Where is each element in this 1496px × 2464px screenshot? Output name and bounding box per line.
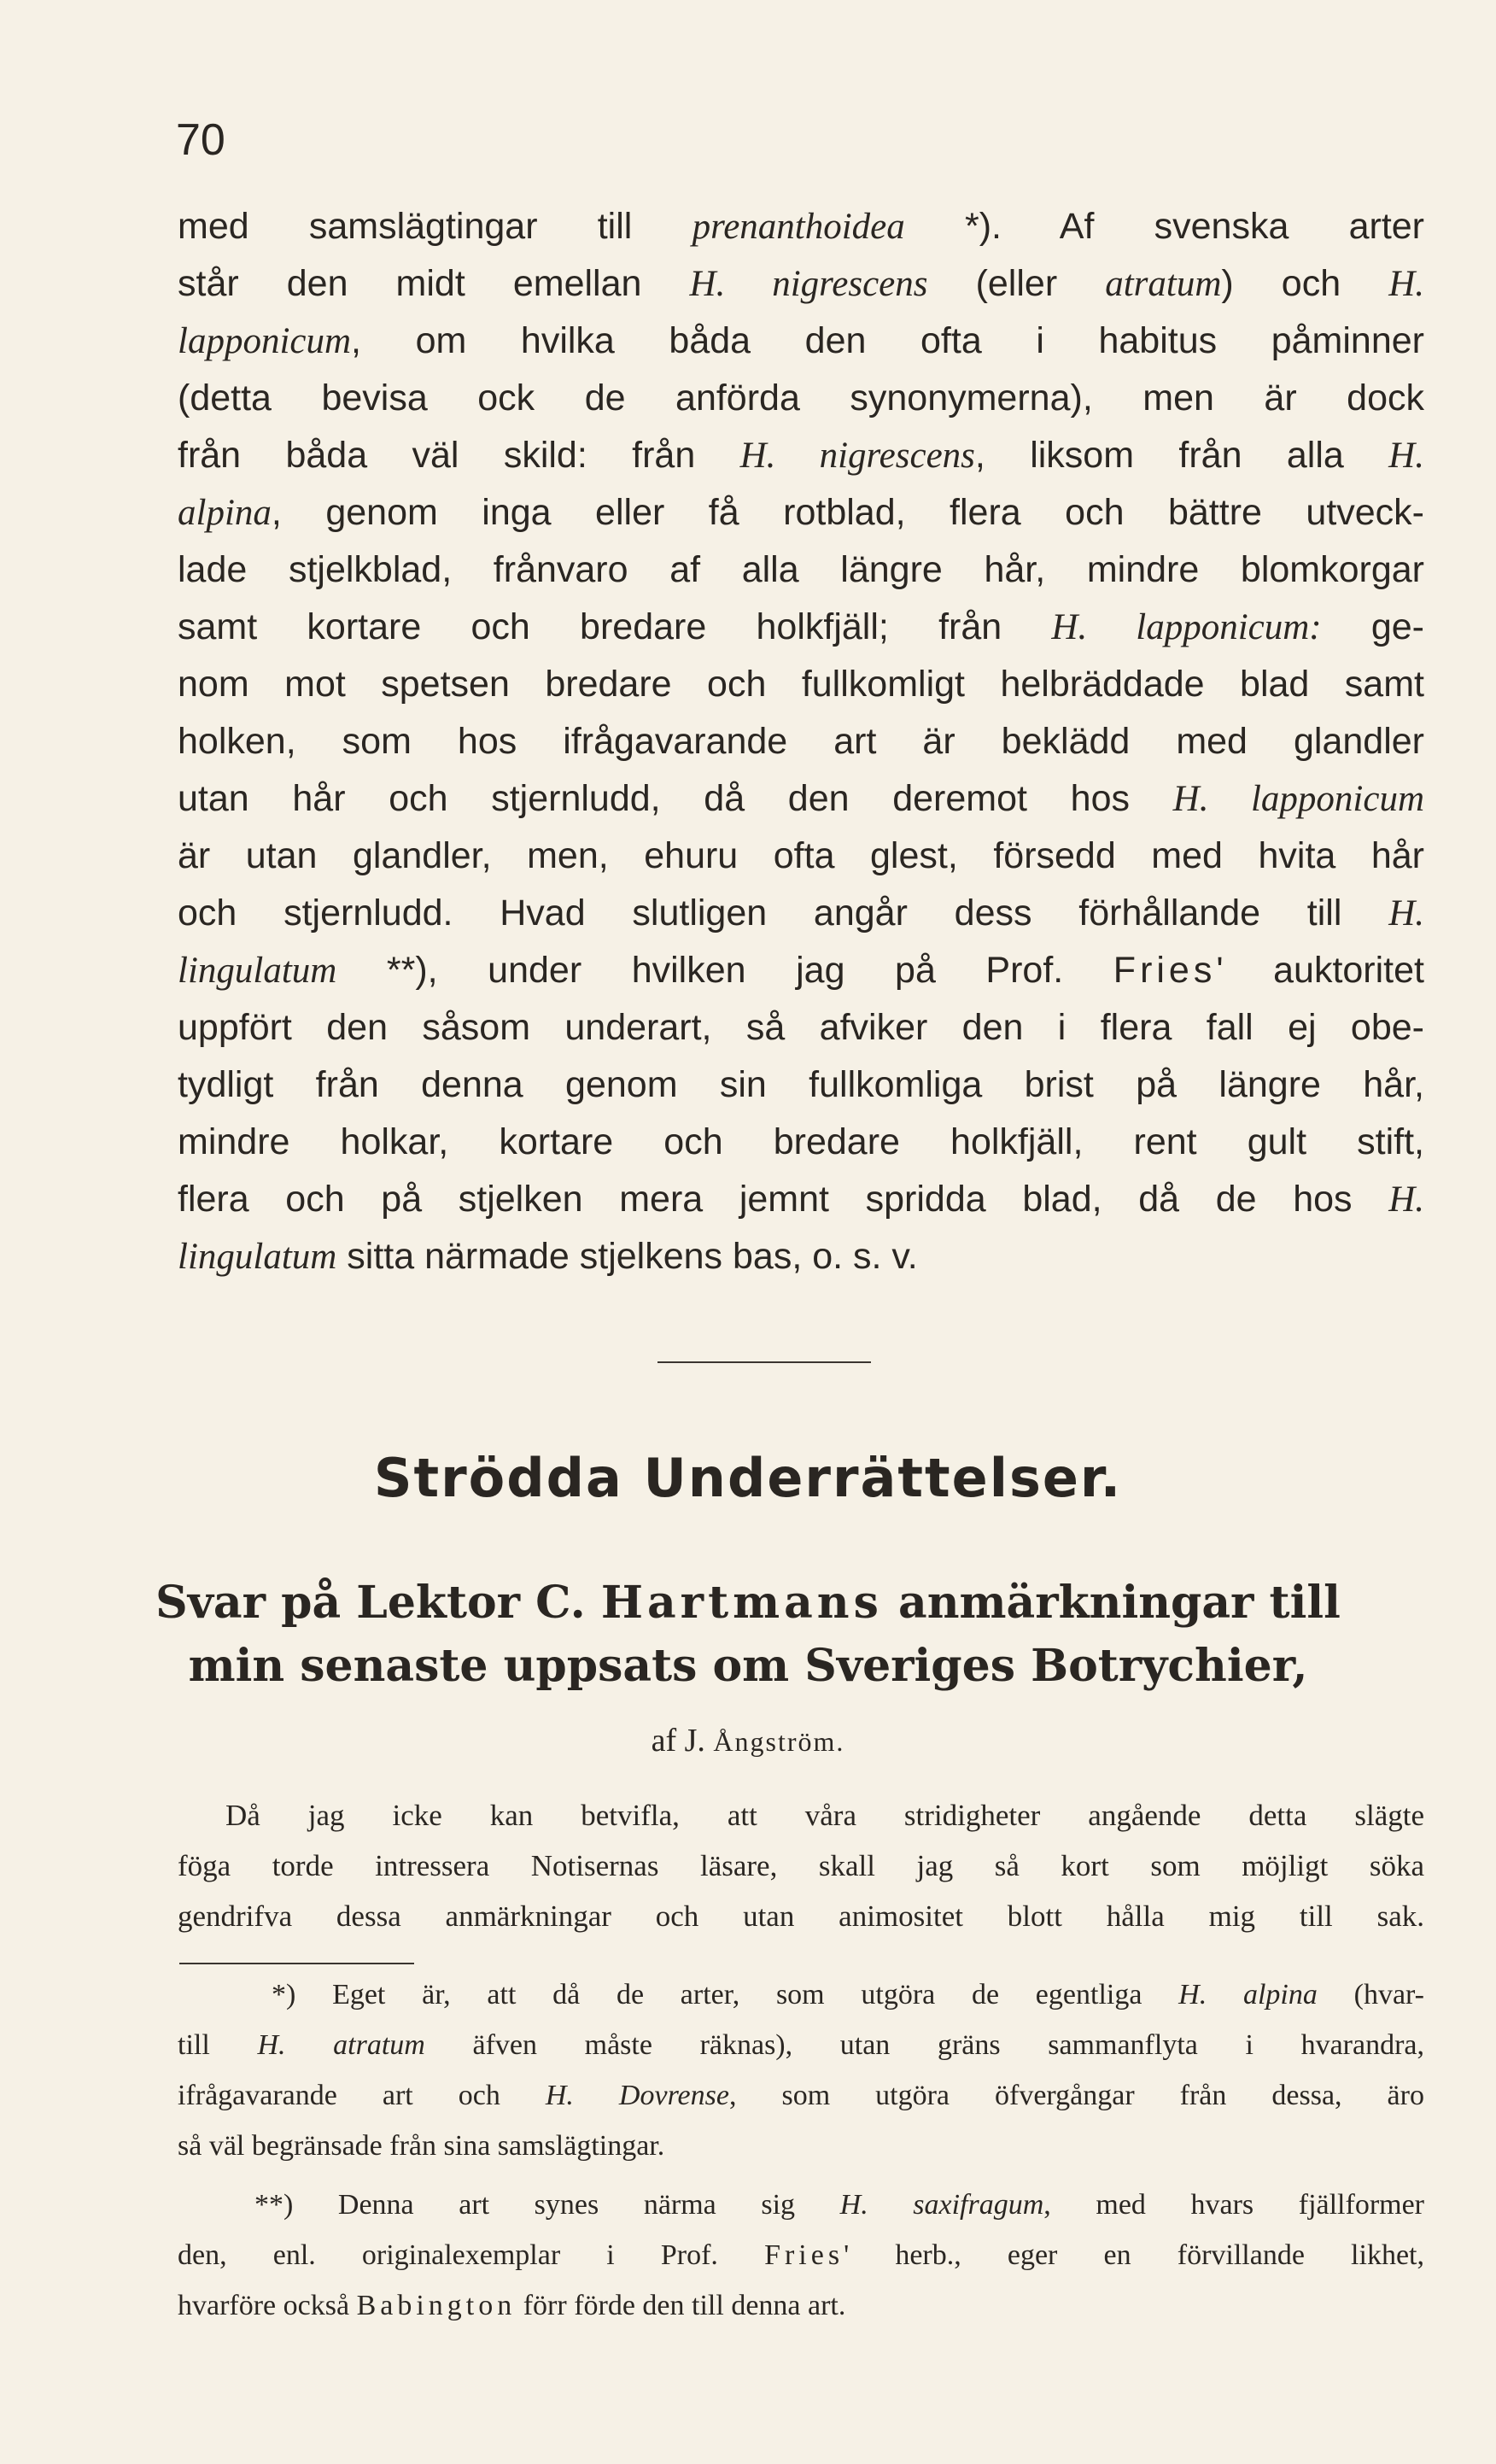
footnote-line: hvarföre också Babington förr förde den till denna art. — [178, 2290, 846, 2321]
author-byline: af J. Ångström. — [651, 1723, 845, 1759]
text-line: är utan glandler, men, ehuru ofta glest, försedd med hvita hår — [178, 835, 1424, 876]
footnote-line: ifrågavarande art och H. Dovrense, som utgöra öfvergångar från dessa, äro — [178, 2080, 1424, 2111]
text-line: samt kortare och bredare holkfjäll; från H. lapponicum: ge- — [178, 606, 1424, 647]
text-line: mindre holkar, kortare och bredare holkfjäll, rent gult stift, — [178, 1121, 1424, 1162]
footnote-line: så väl begränsade från sina samslägtingar. — [178, 2130, 665, 2162]
article-title-line: min senaste uppsats om Sveriges Botrychier, — [188, 1640, 1308, 1692]
article-intro — [178, 1790, 1424, 1941]
footnote-line: **) Denna art synes närma sig H. saxifragum, med hvars fjällformer — [254, 2189, 1424, 2221]
text-line: med samslägtingar till prenanthoidea *). Af svenska arter — [178, 206, 1424, 247]
text-line: lapponicum, om hvilka båda den ofta i habitus påminner — [178, 320, 1424, 361]
text-line: tydligt från denna genom sin fullkomliga brist på längre hår, — [178, 1064, 1424, 1105]
footnote-divider — [179, 1963, 414, 1964]
text-line: uppfört den såsom underart, så afviker den i flera fall ej obe- — [178, 1007, 1424, 1048]
footnote-line: *) Eget är, att då de arter, som utgöra de egentliga H. alpina (hvar- — [272, 1979, 1424, 2010]
page-number: 70 — [176, 115, 225, 165]
text-line: holken, som hos ifrågavarande art är beklädd med glandler — [178, 721, 1424, 762]
main-paragraph — [178, 198, 1424, 1285]
text-line: (detta bevisa ock de anförda synonymerna), men är dock — [178, 378, 1424, 418]
section-title: Strödda Underrättelser. — [373, 1447, 1123, 1509]
text-line: lingulatum sitta närmade stjelkens bas, o. s. v. — [178, 1236, 918, 1277]
article-title — [0, 1571, 1496, 1698]
spacer — [178, 2171, 1424, 2180]
footnote-line: till H. atratum äfven måste räknas), utan gräns sammanflyta i hvarandra, — [178, 2029, 1424, 2061]
section-divider — [657, 1361, 871, 1363]
text-line: Då jag icke kan betvifla, att våra stridigheter angående detta slägte — [225, 1799, 1424, 1832]
text-line: från båda väl skild: från H. nigrescens, liksom från alla H. — [178, 435, 1424, 476]
text-line: lade stjelkblad, frånvaro af alla längre hår, mindre blomkorgar — [178, 549, 1424, 590]
text-line: flera och på stjelken mera jemnt spridda blad, då de hos H. — [178, 1179, 1424, 1220]
text-line: nom mot spetsen bredare och fullkomligt helbräddade blad samt — [178, 664, 1424, 705]
text-line: utan hår och stjernludd, då den deremot hos H. lapponicum — [178, 778, 1424, 819]
text-line: står den midt emellan H. nigrescens (eller atratum) och H. — [178, 263, 1424, 304]
text-line: och stjernludd. Hvad slutligen angår dess förhållande till H. — [178, 893, 1424, 934]
article-title-line: Svar på Lektor C. Hartmans anmärkningar till — [155, 1577, 1341, 1629]
text-line: alpina, genom inga eller få rotblad, flera och bättre utveck- — [178, 492, 1424, 533]
footnote-line: den, enl. originalexemplar i Prof. Fries' herb., eger en förvillande likhet, — [178, 2239, 1424, 2271]
text-line: gendrifva dessa anmärkningar och utan animositet blott hålla mig till sak. — [178, 1899, 1424, 1933]
text-line: föga torde intressera Notisernas läsare, skall jag så kort som möjligt söka — [178, 1849, 1424, 1882]
text-line: lingulatum **), under hvilken jag på Prof. Fries' auktoritet — [178, 950, 1424, 991]
footnotes — [178, 1969, 1424, 2331]
